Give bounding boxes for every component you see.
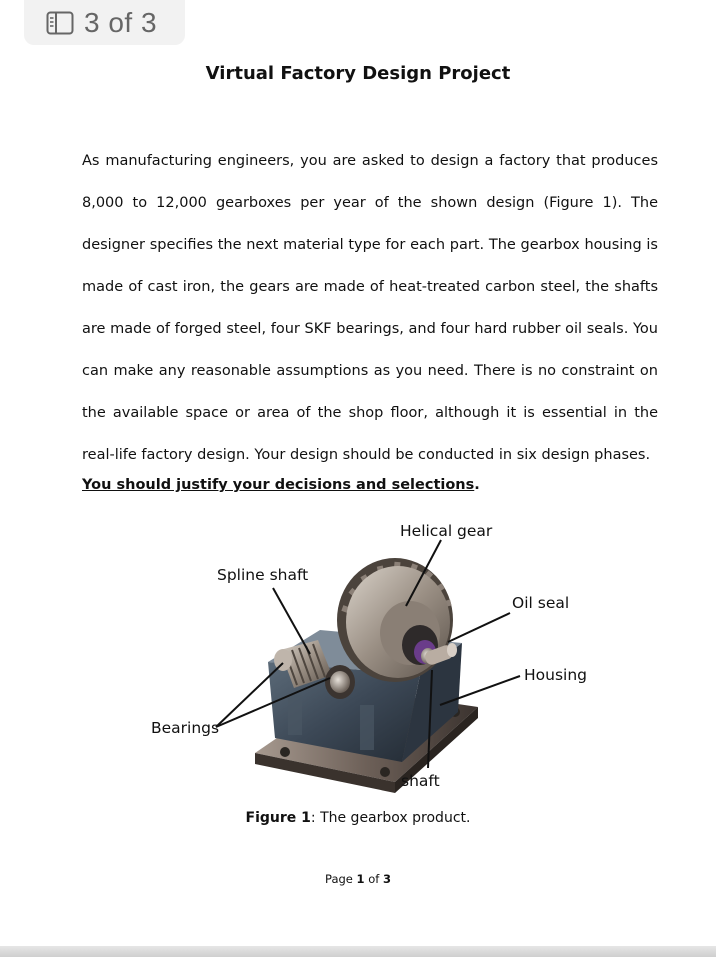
caption-text: : The gearbox product.: [310, 810, 471, 826]
emphasis-text: You should justify your decisions and selections: [82, 477, 475, 493]
spline-shaft-leader: [273, 588, 310, 654]
emphasis-line: [82, 477, 480, 493]
footer-current-page: 1: [356, 872, 365, 886]
body-paragraph: As manufacturing engineers, you are asked to design a factory that produces 8,000 to 12,000 gearboxes per year of the shown design (Figure 1). The designer specifies the next material type for each part. The gearbox housing is made of cast iron, the gears are made of heat-treated carbon steel, the shafts are made of forged steel, four SKF bearings, and four hard rubber oil seals. You can make any reasonable assumptions as you need. There is no constraint on the available space or area of the shop floor, although it is essential in the real-life factory design. Your design should be conducted in six design phases.: [82, 153, 658, 463]
gearbox-figure: [0, 500, 716, 820]
book-outline-icon: [46, 11, 74, 35]
caption-figure-number: Figure 1: [245, 810, 311, 826]
bottom-scroll-bar[interactable]: [0, 946, 716, 957]
footer-middle: of: [364, 872, 383, 886]
page-footer: [0, 872, 716, 886]
label-bearings: Bearings: [151, 719, 220, 737]
label-housing: Housing: [524, 666, 588, 684]
gearbox-illustration: [0, 500, 716, 820]
page-indicator[interactable]: [24, 0, 185, 45]
footer-total-pages: 3: [382, 872, 391, 886]
figure-caption: [0, 810, 716, 826]
label-oil-seal: Oil seal: [512, 594, 570, 612]
label-helical-gear: Helical gear: [400, 522, 493, 540]
label-shaft: shaft: [401, 772, 440, 790]
oil-seal-leader: [448, 613, 510, 642]
emphasis-period: .: [474, 477, 480, 493]
footer-prefix: Page: [325, 872, 357, 886]
page-count-text: 3 of 3: [84, 6, 158, 38]
label-spline-shaft: Spline shaft: [217, 566, 309, 584]
document-title: Virtual Factory Design Project: [205, 63, 511, 84]
